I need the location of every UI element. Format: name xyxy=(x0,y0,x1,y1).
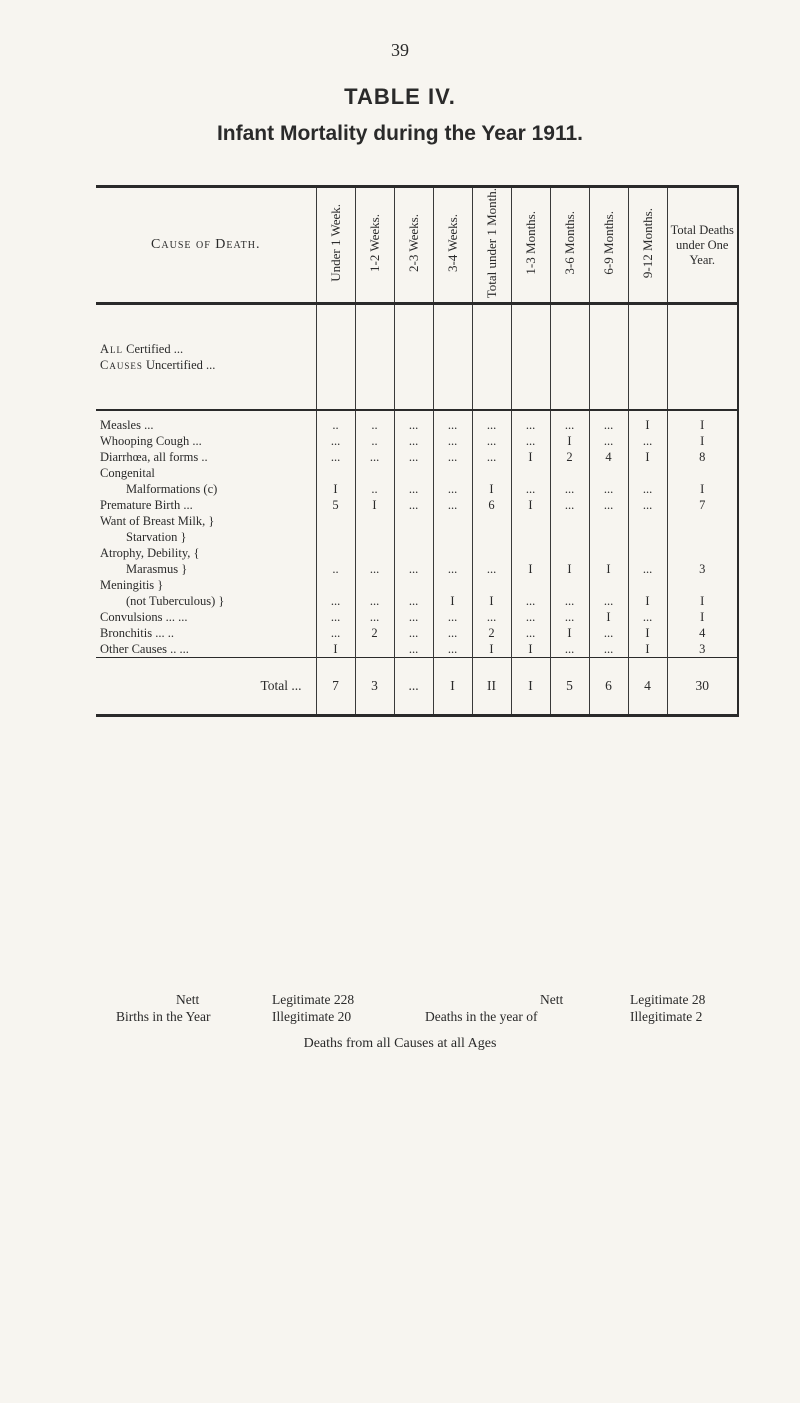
table-cell: ... xyxy=(589,625,628,641)
table-cell: I xyxy=(550,561,589,577)
row-total: I xyxy=(667,433,738,449)
table-cell: ... xyxy=(394,410,433,433)
table-cell xyxy=(433,545,472,561)
table-cell: 2 xyxy=(472,625,511,641)
col-header-2-3-weeks: 2-3 Weeks. xyxy=(405,214,421,273)
table-cell: ... xyxy=(433,449,472,465)
table-cell xyxy=(511,545,550,561)
table-cell: I xyxy=(628,410,667,433)
table-cell: ... xyxy=(511,625,550,641)
table-cell xyxy=(550,529,589,545)
table-cell xyxy=(355,529,394,545)
table-cell: ... xyxy=(433,433,472,449)
total-cell: 5 xyxy=(550,658,589,716)
table-cell: I xyxy=(628,449,667,465)
table-cell: I xyxy=(316,641,355,658)
table-cell: I xyxy=(355,497,394,513)
table-cell xyxy=(433,513,472,529)
table-cell xyxy=(589,513,628,529)
cause-name: Starvation } xyxy=(126,529,187,544)
table-cell xyxy=(355,465,394,481)
table-cell xyxy=(511,577,550,593)
table-cell: I xyxy=(472,593,511,609)
table-cell: ... xyxy=(550,410,589,433)
total-label: Total ... xyxy=(96,658,316,716)
table-cell xyxy=(472,529,511,545)
table-cell: ... xyxy=(472,410,511,433)
cause-name: Marasmus } xyxy=(126,561,188,576)
table-cell: ... xyxy=(394,497,433,513)
table-cell: ... xyxy=(316,449,355,465)
total-row xyxy=(96,658,738,716)
infant-mortality-table xyxy=(96,185,738,717)
table-cell: 6 xyxy=(472,497,511,513)
table-cell: 5 xyxy=(316,497,355,513)
births-nett-label: Nett xyxy=(176,992,200,1007)
table-cell: ... xyxy=(394,641,433,658)
row-total xyxy=(667,545,738,561)
table-cell xyxy=(511,513,550,529)
col-header-1-3-months: 1-3 Months. xyxy=(522,211,538,275)
table-cell: ... xyxy=(394,433,433,449)
row-total xyxy=(667,577,738,593)
table-cell: ... xyxy=(433,561,472,577)
table-cell xyxy=(316,577,355,593)
table-cell xyxy=(472,545,511,561)
header-row xyxy=(96,187,738,304)
table-cell xyxy=(355,513,394,529)
row-total: I xyxy=(667,609,738,625)
table-cell xyxy=(316,529,355,545)
table-cell xyxy=(589,545,628,561)
col-header-total-deaths: Total Deaths under One Year. xyxy=(667,187,738,304)
table-cell: I xyxy=(589,561,628,577)
table-row xyxy=(96,577,738,593)
table-row xyxy=(96,625,738,641)
illegit-deaths: Illegitimate 2 xyxy=(630,1009,703,1024)
certified-label: Certified ... xyxy=(126,342,184,357)
table-cell: .. xyxy=(316,410,355,433)
legit-deaths: Legitimate 28 xyxy=(630,992,706,1007)
table-cell xyxy=(628,513,667,529)
table-cell xyxy=(628,545,667,561)
table-cell: I xyxy=(628,641,667,658)
table-cell: ... xyxy=(394,561,433,577)
table-cell: 2 xyxy=(355,625,394,641)
table-row xyxy=(96,410,738,433)
table-cell: ... xyxy=(472,561,511,577)
table-cell: ... xyxy=(394,449,433,465)
cause-name: Bronchitis ... .. xyxy=(100,625,174,640)
table-cell xyxy=(589,465,628,481)
table-cell: ... xyxy=(316,609,355,625)
cause-name: Atrophy, Debility, { xyxy=(100,545,200,560)
table-cell: ... xyxy=(316,625,355,641)
table-cell: ... xyxy=(472,609,511,625)
row-total: 7 xyxy=(667,497,738,513)
table-cell xyxy=(394,513,433,529)
table-cell: I xyxy=(511,497,550,513)
table-cell xyxy=(394,465,433,481)
total-cell: I xyxy=(511,658,550,716)
table-cell: ... xyxy=(589,641,628,658)
table-cell: I xyxy=(628,593,667,609)
table-cell: ... xyxy=(355,609,394,625)
table-cell xyxy=(394,545,433,561)
table-cell: ... xyxy=(550,497,589,513)
cause-name: Convulsions ... ... xyxy=(100,609,188,624)
row-total: I xyxy=(667,593,738,609)
cause-name: Other Causes .. ... xyxy=(100,641,189,656)
table-cell xyxy=(355,641,394,658)
col-header-1-2-weeks: 1-2 Weeks. xyxy=(366,214,382,273)
table-cell: ... xyxy=(433,410,472,433)
row-total: 8 xyxy=(667,449,738,465)
table-cell: ... xyxy=(628,433,667,449)
total-cell: 6 xyxy=(589,658,628,716)
table-cell xyxy=(394,577,433,593)
all-causes-row xyxy=(96,304,738,411)
table-cell: ... xyxy=(355,561,394,577)
cause-name: Diarrhœa, all forms .. xyxy=(100,449,208,464)
table-cell xyxy=(472,465,511,481)
table-cell: ... xyxy=(355,593,394,609)
row-total xyxy=(667,513,738,529)
table-cell: ... xyxy=(355,449,394,465)
total-cell: 3 xyxy=(355,658,394,716)
cause-name: Meningitis } xyxy=(100,577,164,592)
col-header-3-6-months: 3-6 Months. xyxy=(561,211,577,275)
table-title: TABLE IV. xyxy=(344,84,456,109)
table-cell: ... xyxy=(511,433,550,449)
table-cell: ... xyxy=(628,497,667,513)
table-cell: .. xyxy=(355,481,394,497)
illegit-births: Illegitimate 20 xyxy=(272,1009,352,1024)
cause-name: Premature Birth ... xyxy=(100,497,193,512)
table-cell xyxy=(316,465,355,481)
table-cell: I xyxy=(433,593,472,609)
table-cell: ... xyxy=(433,641,472,658)
table-cell: ... xyxy=(394,625,433,641)
table-cell xyxy=(589,529,628,545)
table-row xyxy=(96,513,738,529)
cause-name: Malformations (c) xyxy=(126,481,218,496)
table-cell xyxy=(394,529,433,545)
table-cell: .. xyxy=(355,433,394,449)
table-cell: ... xyxy=(550,593,589,609)
table-cell: I xyxy=(316,481,355,497)
col-header-3-4-weeks: 3-4 Weeks. xyxy=(444,214,460,273)
table-cell: ... xyxy=(511,481,550,497)
table-cell: ... xyxy=(433,609,472,625)
table-cell: I xyxy=(550,433,589,449)
table-cell xyxy=(316,513,355,529)
table-cell: ... xyxy=(511,593,550,609)
table-cell: ... xyxy=(589,410,628,433)
table-cell xyxy=(511,465,550,481)
table-cell: ... xyxy=(550,481,589,497)
total-cell: ... xyxy=(394,658,433,716)
table-cell: ... xyxy=(589,497,628,513)
deaths-nett-label: Nett xyxy=(540,992,564,1007)
table-cell: ... xyxy=(628,561,667,577)
table-cell: ... xyxy=(316,593,355,609)
cause-name: (not Tuberculous) } xyxy=(126,593,225,608)
table-cell: ... xyxy=(628,481,667,497)
cause-name: Congenital xyxy=(100,465,155,480)
table-cell: I xyxy=(628,625,667,641)
table-cell: ... xyxy=(550,609,589,625)
table-cell xyxy=(550,513,589,529)
table-cell: ... xyxy=(316,433,355,449)
table-row xyxy=(96,433,738,449)
legit-births: Legitimate 228 xyxy=(272,992,355,1007)
births-in-year: Births in the Year xyxy=(116,1009,211,1024)
deaths-in-year: Deaths in the year of xyxy=(425,1009,538,1024)
table-row xyxy=(96,481,738,497)
table-cell: I xyxy=(550,625,589,641)
table-row xyxy=(96,545,738,561)
table-cell xyxy=(589,577,628,593)
table-row xyxy=(96,449,738,465)
table-cell: I xyxy=(511,449,550,465)
table-cell: ... xyxy=(472,449,511,465)
table-cell: ... xyxy=(394,593,433,609)
page-number: 39 xyxy=(391,40,409,60)
table-cell xyxy=(550,465,589,481)
row-total: I xyxy=(667,410,738,433)
table-cell: ... xyxy=(394,609,433,625)
table-cell: ... xyxy=(589,593,628,609)
deaths-all-causes: Deaths from all Causes at all Ages xyxy=(303,1036,497,1051)
total-cell: II xyxy=(472,658,511,716)
total-cell: I xyxy=(433,658,472,716)
col-header-under-1-week: Under 1 Week. xyxy=(327,204,343,283)
cause-name: Want of Breast Milk, } xyxy=(100,513,215,528)
table-cell: ... xyxy=(394,481,433,497)
table-cell xyxy=(316,545,355,561)
total-cell: 7 xyxy=(316,658,355,716)
row-total: 3 xyxy=(667,561,738,577)
table-cell xyxy=(433,577,472,593)
col-header-total-under-1-month: Total under 1 Month. xyxy=(483,188,499,299)
table-cell: I xyxy=(511,561,550,577)
table-cell: .. xyxy=(316,561,355,577)
row-total: 3 xyxy=(667,641,738,658)
table-row xyxy=(96,465,738,481)
col-header-6-9-months: 6-9 Months. xyxy=(600,211,616,275)
table-cell: ... xyxy=(472,433,511,449)
table-cell: I xyxy=(472,481,511,497)
table-cell: ... xyxy=(433,625,472,641)
table-cell: ... xyxy=(511,410,550,433)
table-subtitle: Infant Mortality during the Year 1911. xyxy=(216,122,584,145)
total-cell: 4 xyxy=(628,658,667,716)
table-cell xyxy=(511,529,550,545)
table-row xyxy=(96,561,738,577)
cause-name: Measles ... xyxy=(100,417,154,432)
row-total xyxy=(667,465,738,481)
table-cell: 4 xyxy=(589,449,628,465)
table-row xyxy=(96,641,738,658)
table-cell: .. xyxy=(355,410,394,433)
row-total xyxy=(667,529,738,545)
uncertified-label: Uncertified ... xyxy=(145,358,216,373)
table-cell: ... xyxy=(550,641,589,658)
table-cell xyxy=(550,545,589,561)
table-row xyxy=(96,529,738,545)
table-cell: ... xyxy=(433,497,472,513)
table-row xyxy=(96,593,738,609)
table-cell: I xyxy=(472,641,511,658)
table-cell xyxy=(472,577,511,593)
cause-name: Whooping Cough ... xyxy=(100,433,202,448)
table-cell xyxy=(628,577,667,593)
row-total: I xyxy=(667,481,738,497)
table-cell xyxy=(628,465,667,481)
table-cell: ... xyxy=(511,609,550,625)
table-cell: 2 xyxy=(550,449,589,465)
table-row xyxy=(96,497,738,513)
table-row xyxy=(96,609,738,625)
table-cell xyxy=(433,465,472,481)
table-cell: I xyxy=(511,641,550,658)
causes-label: Causes xyxy=(100,358,143,373)
all-label: All xyxy=(100,342,124,357)
table-cell: ... xyxy=(628,609,667,625)
row-total: 4 xyxy=(667,625,738,641)
table-cell: ... xyxy=(589,481,628,497)
table-cell xyxy=(550,577,589,593)
all-causes-label xyxy=(96,304,316,411)
table-cell xyxy=(472,513,511,529)
grand-total: 30 xyxy=(667,658,738,716)
col-header-9-12-months: 9-12 Months. xyxy=(639,208,655,279)
cause-header: Cause of Death. xyxy=(96,187,316,304)
table-cell: I xyxy=(589,609,628,625)
table-cell xyxy=(433,529,472,545)
table-cell xyxy=(355,577,394,593)
table-cell xyxy=(628,529,667,545)
table-cell: ... xyxy=(589,433,628,449)
table-cell xyxy=(355,545,394,561)
table-cell: ... xyxy=(433,481,472,497)
